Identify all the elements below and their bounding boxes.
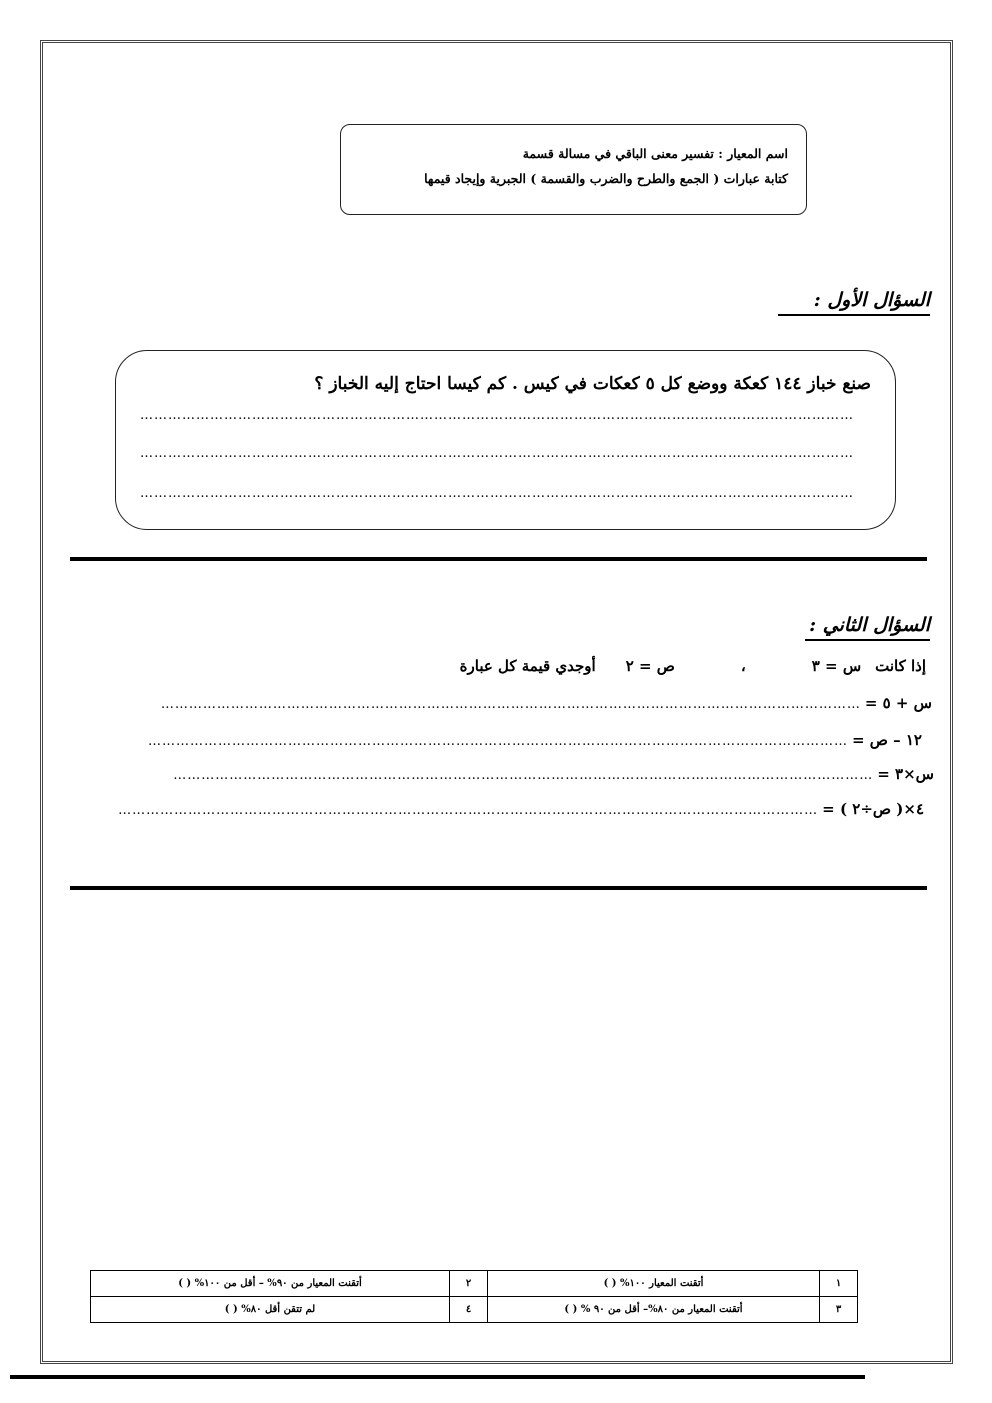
section-divider-1	[70, 557, 927, 561]
rubric-row	[91, 1271, 858, 1297]
intro-comma: ،	[740, 657, 746, 675]
intro-instruction: أوجدي قيمة كل عبارة	[459, 657, 596, 675]
answer-line-3[interactable]: ………………………………………………………………………………………………………………………………………	[140, 487, 854, 501]
expression-4-answer[interactable]: ……………………………………………………………………………………………………………………………………	[118, 803, 819, 818]
expression-1-answer[interactable]: ……………………………………………………………………………………………………………………………………	[160, 697, 861, 712]
expression-row-3	[98, 765, 934, 783]
rubric-number: ٣	[820, 1297, 858, 1323]
bottom-rule	[10, 1375, 865, 1379]
rubric-row	[91, 1297, 858, 1323]
rubric-number: ٤	[450, 1297, 488, 1323]
expression-row-1	[92, 694, 932, 712]
question1-box	[115, 350, 896, 530]
question1-heading: السؤال الأول :	[778, 289, 930, 316]
expression-row-4	[98, 800, 924, 818]
standard-name: اسم المعيار : تفسير معنى الباقي في مسالة قسمة	[522, 146, 788, 161]
rubric-number: ٢	[450, 1271, 488, 1297]
answer-line-2[interactable]: ………………………………………………………………………………………………………………………………………	[140, 447, 854, 461]
expression-3-answer[interactable]: ……………………………………………………………………………………………………………………………………	[173, 768, 874, 783]
rubric-level: أتقنت المعيار من ٨٠%– أقل من ٩٠ % ( )	[488, 1297, 820, 1323]
standard-box	[340, 124, 807, 215]
intro-y-value: ص = ٢	[625, 657, 675, 675]
question2-intro	[406, 657, 926, 675]
expression-2-answer[interactable]: ……………………………………………………………………………………………………………………………………	[148, 734, 848, 749]
rubric-level: أتقنت المعيار من ٩٠% – أقل من ١٠٠% ( )	[91, 1271, 450, 1297]
question2-heading: السؤال الثاني :	[805, 614, 930, 641]
rubric-number: ١	[820, 1271, 858, 1297]
expression-2: ١٢ – ص =	[852, 731, 922, 749]
rubric-table	[90, 1270, 858, 1323]
rubric-level: لم تتقن أقل ٨٠% ( )	[91, 1297, 450, 1323]
answer-line-1[interactable]: ………………………………………………………………………………………………………………………………………	[140, 409, 854, 423]
question1-text: صنع خباز ١٤٤ كعكة ووضع كل ٥ كعكات في كيس . كم كيسا احتاج إليه الخباز ؟	[314, 374, 871, 394]
expression-4: ٤×( ص÷٢ ) =	[822, 800, 924, 818]
intro-x-value: س = ٣	[811, 657, 862, 675]
intro-if: إذا كانت	[875, 657, 926, 675]
expression-1: س + ٥ =	[864, 694, 932, 712]
expression-row-2	[98, 731, 922, 749]
rubric-level: أتقنت المعيار ١٠٠% ( )	[488, 1271, 820, 1297]
section-divider-2	[70, 886, 927, 890]
expression-3: س×٣ =	[877, 765, 934, 783]
standard-description: كتابة عبارات ( الجمع والطرح والضرب والقسمة ) الجبرية وإيجاد قيمها	[424, 171, 788, 186]
